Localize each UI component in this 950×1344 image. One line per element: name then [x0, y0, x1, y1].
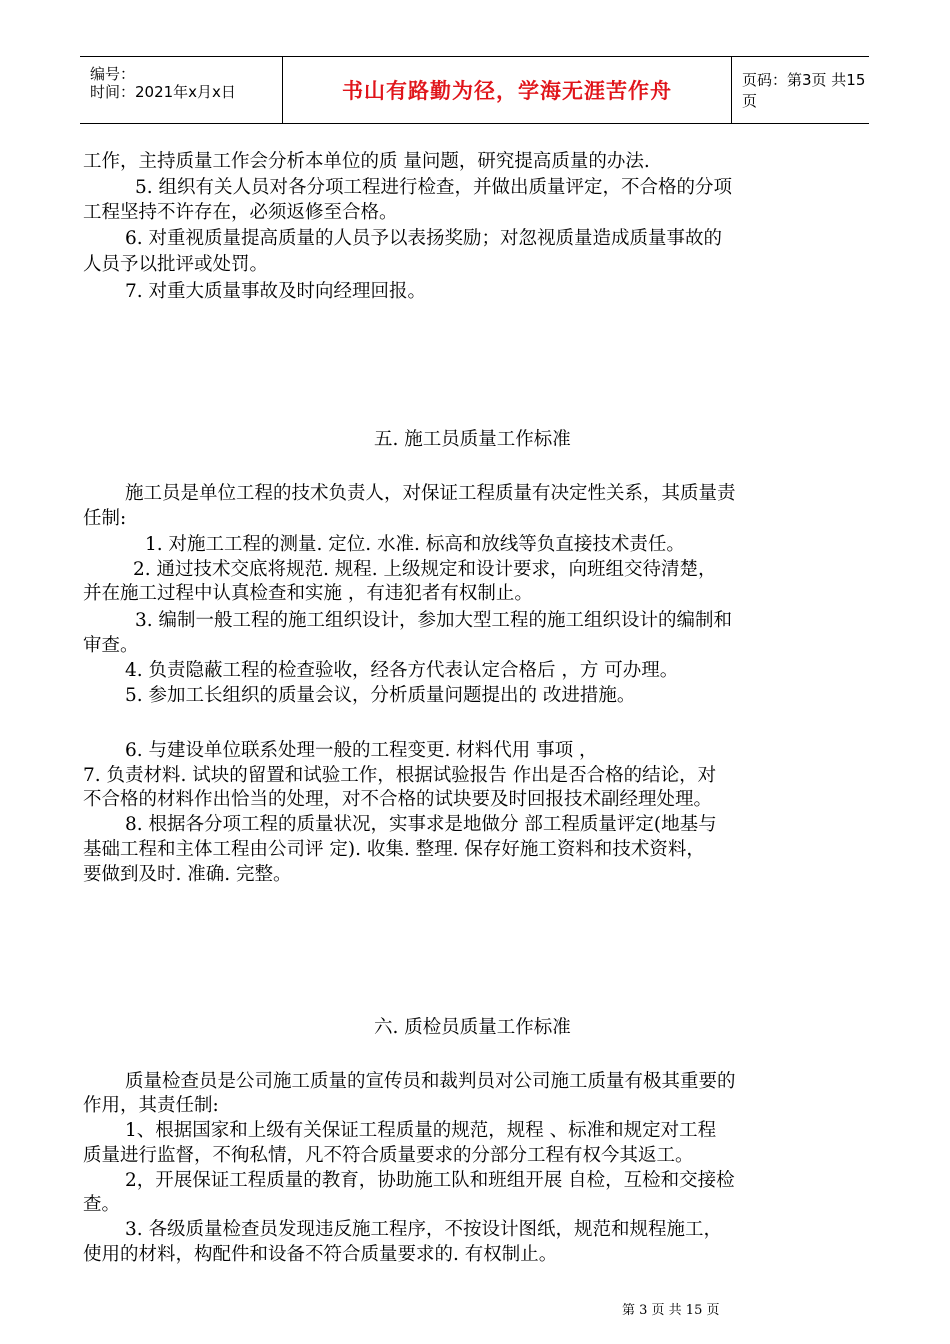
body-line: 并在施工过程中认真检查和实施 ，有违犯者有权制止。: [83, 583, 533, 604]
page-header: [80, 56, 869, 124]
body-line: 5. 组织有关人员对各分项工程进行检查，并做出质量评定，不合格的分项: [135, 177, 733, 198]
body-line: 任制:: [83, 508, 127, 529]
body-line: 2，开展保证工程质量的教育，协助施工队和班组开展 自检，互检和交接检: [125, 1170, 735, 1191]
body-line: 使用的材料，构配件和设备不符合质量要求的. 有权制止。: [83, 1244, 558, 1265]
document-time-label: 时间：2021年x月x日: [90, 83, 236, 101]
header-motto: 书山有路勤为径，学海无涯苦作舟: [342, 78, 672, 103]
page-footer: 第 3 页 共 15 页: [622, 1303, 720, 1318]
body-line: 施工员是单位工程的技术负责人，对保证工程质量有决定性关系，其质量责: [125, 483, 736, 504]
document-number-label: 编号：: [90, 65, 136, 83]
body-line: 3. 各级质量检查员发现违反施工程序，不按设计图纸，规范和规程施工，: [125, 1219, 723, 1240]
body-line: 不合格的材料作出恰当的处理，对不合格的试块要及时回报技术副经理处理。: [83, 789, 713, 810]
body-line: 审查。: [83, 635, 139, 656]
body-line: 作用，其责任制:: [83, 1095, 219, 1116]
body-line: 质量检查员是公司施工质量的宣传员和裁判员对公司施工质量有极其重要的: [125, 1071, 736, 1092]
body-line: 要做到及时. 准确. 完整。: [83, 864, 292, 885]
header-meta-cell: [80, 57, 280, 123]
body-line: 3. 编制一般工程的施工组织设计，参加大型工程的施工组织设计的编制和: [135, 610, 733, 631]
body-line: 2. 通过技术交底将规范. 规程. 上级规定和设计要求，向班组交待清楚，: [133, 559, 717, 580]
section-heading: 六. 质检员质量工作标准: [374, 1017, 571, 1038]
body-line: 6. 对重视质量提高质量的人员予以表扬奖励；对忽视质量造成质量事故的: [125, 228, 723, 249]
body-line: 基础工程和主体工程由公司评 定). 收集. 整理. 保存好施工资料和技术资料，: [83, 839, 705, 860]
body-line: 4. 负责隐蔽工程的检查验收，经各方代表认定合格后 ，方 可办理。: [125, 660, 679, 681]
body-line: 5. 参加工长组织的质量会议，分析质量问题提出的 改进措施。: [125, 685, 636, 706]
body-line: 1. 对施工工程的测量. 定位. 水准. 标高和放线等负直接技术责任。: [145, 534, 685, 555]
body-line: 1、根据国家和上级有关保证工程质量的规范，规程 、标准和规定对工程: [125, 1120, 717, 1141]
header-motto-cell: [282, 57, 732, 123]
body-line: 查。: [83, 1194, 121, 1215]
body-line: 7. 对重大质量事故及时向经理回报。: [125, 281, 427, 302]
body-line: 工作，主持质量工作会分析本单位的质 量问题，研究提高质量的办法.: [83, 151, 650, 172]
body-line: 8. 根据各分项工程的质量状况，实事求是地做分 部工程质量评定(地基与: [125, 814, 717, 835]
header-page-info: 页码：第3页 共15页: [742, 71, 866, 110]
body-line: 7. 负责材料. 试块的留置和试验工作，根据试验报告 作出是否合格的结论，对: [83, 765, 717, 786]
section-heading: 五. 施工员质量工作标准: [374, 429, 571, 450]
body-line: 6. 与建设单位联系处理一般的工程变更. 材料代用 事项 ，: [125, 740, 598, 761]
body-line: 质量进行监督，不徇私情，凡不符合质量要求的分部分工程有权今其返工。: [83, 1145, 694, 1166]
body-line: 人员予以批评或处罚。: [83, 254, 269, 275]
body-line: 工程坚持不许存在，必须返修至合格。: [83, 202, 398, 223]
header-page-cell: [732, 57, 869, 123]
